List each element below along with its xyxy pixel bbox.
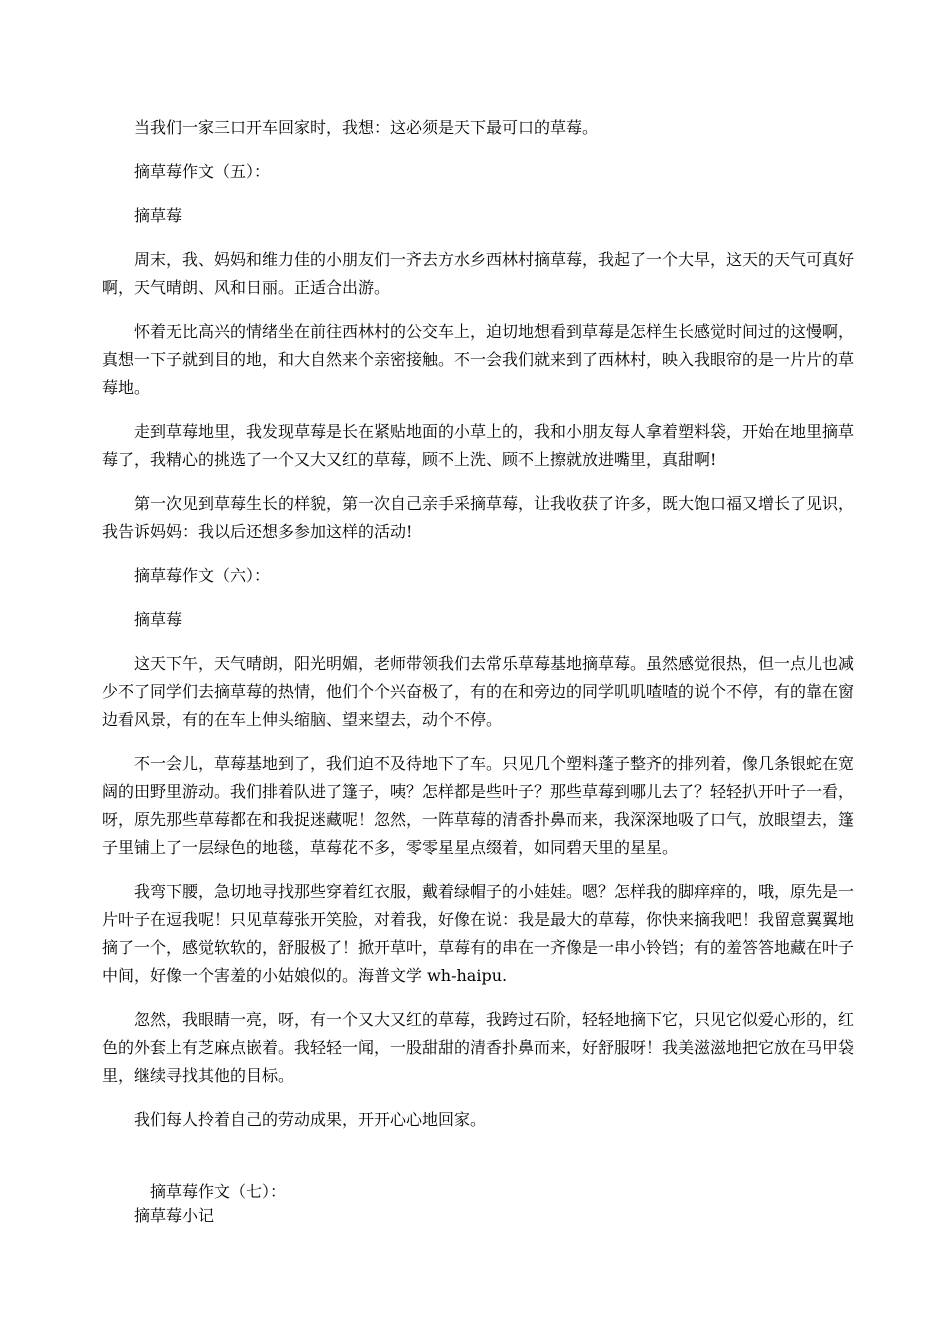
section-title-6: 摘草莓	[134, 610, 183, 629]
paragraph-7: 第一次见到草莓生长的样貌，第一次自己亲手采摘草莓，让我收获了许多，既大饱口福又增长了见识，我告诉妈妈：我以后还想多参加这样的活动!	[102, 494, 855, 541]
document-body	[102, 114, 854, 1246]
paragraph-14: 我们每人拎着自己的劳动成果，开开心心地回家。	[134, 1110, 487, 1129]
section-title-5: 摘草莓	[134, 206, 183, 225]
paragraph-10: 这天下午，天气晴朗，阳光明媚，老师带领我们去常乐草莓基地摘草莓。虽然感觉很热，但一点儿也减少不了同学们去摘草莓的热情，他们个个兴奋极了，有的在和旁边的同学叽叽喳喳的说个不停，有的靠在窗边看风景，有的在车上伸头缩脑、望来望去，动个不停。	[102, 654, 855, 729]
paragraph-11: 不一会儿，草莓基地到了，我们迫不及待地下了车。只见几个塑料蓬子整齐的排列着，像几条银蛇在宽阔的田野里游动。我们排着队进了篷子，咦？怎样都是些叶子？那些草莓到哪儿去了？轻轻扒开叶子一看，呀，原先那些草莓都在和我捉迷藏呢！忽然，一阵草莓的清香扑鼻而来，我深深地吸了口气，放眼望去，篷子里铺上了一层绿色的地毯，草莓花不多，零零星星点缀着，如同碧天里的星星。	[102, 754, 855, 857]
section-title-7: 摘草莓小记	[134, 1206, 215, 1225]
paragraph-5: 怀着无比高兴的情绪坐在前往西林村的公交车上，迫切地想看到草莓是怎样生长感觉时间过的这慢啊，真想一下子就到目的地，和大自然来个亲密接触。不一会我们就来到了西林村，映入我眼帘的是一片片的草莓地。	[102, 322, 855, 397]
section-heading-6: 摘草莓作文（六）：	[134, 566, 271, 585]
section-heading-5: 摘草莓作文（五）：	[134, 162, 271, 181]
paragraph-1: 当我们一家三口开车回家时，我想：这必须是天下最可口的草莓。	[134, 118, 599, 137]
paragraph-4: 周末，我、妈妈和维力佳的小朋友们一齐去方水乡西林村摘草莓，我起了一个大早，这天的天气可真好啊，天气晴朗、风和日丽。正适合出游。	[102, 250, 855, 297]
paragraph-6: 走到草莓地里，我发现草莓是长在紧贴地面的小草上的，我和小朋友每人拿着塑料袋，开始在地里摘草莓了，我精心的挑选了一个又大又红的草莓，顾不上洗、顾不上擦就放进嘴里，真甜啊!	[102, 422, 855, 469]
section-heading-7: 摘草莓作文（七）：	[150, 1182, 287, 1201]
paragraph-12: 我弯下腰，急切地寻找那些穿着红衣服，戴着绿帽子的小娃娃。嗯？怎样我的脚痒痒的，哦，原先是一片叶子在逗我呢！只见草莓张开笑脸，对着我，好像在说：我是最大的草莓，你快来摘我吧！我留意翼翼地摘了一个，感觉软软的，舒服极了！掀开草叶，草莓有的串在一齐像是一串小铃铛；有的羞答答地藏在叶子中间，好像一个害羞的小姑娘似的。海普文学 wh-haipu.	[102, 882, 855, 985]
paragraph-13: 忽然，我眼睛一亮，呀，有一个又大又红的草莓，我跨过石阶，轻轻地摘下它，只见它似爱心形的，红色的外套上有芝麻点嵌着。我轻轻一闻，一股甜甜的清香扑鼻而来，好舒服呀！我美滋滋地把它放在马甲袋里，继续寻找其他的目标。	[102, 1010, 855, 1085]
